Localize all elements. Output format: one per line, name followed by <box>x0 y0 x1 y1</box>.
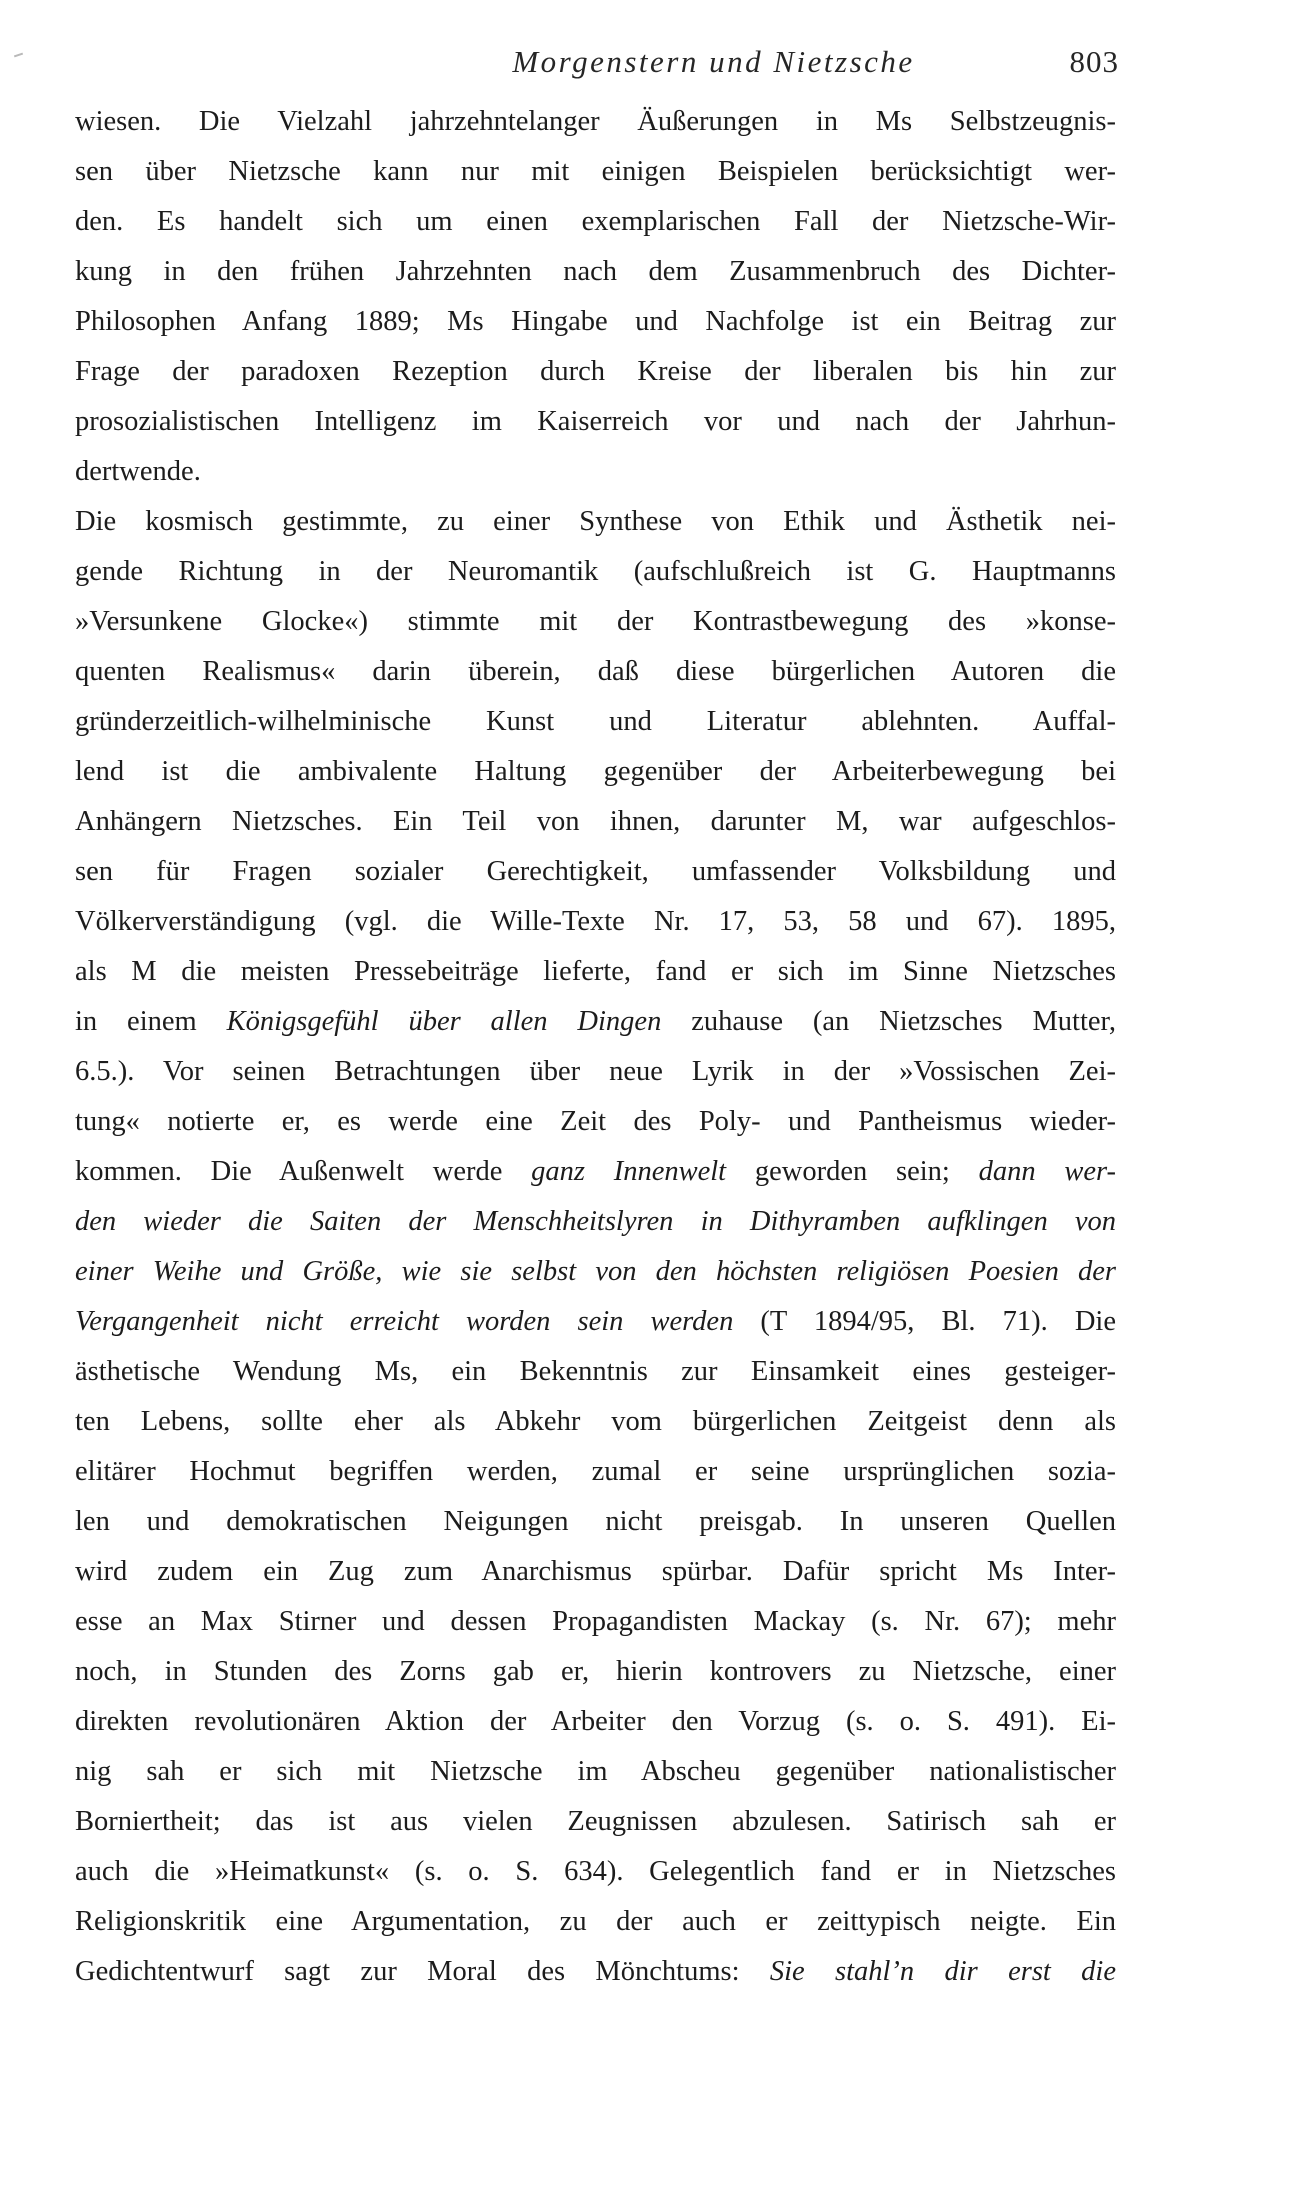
text-segment: Die kosmisch gestimmte, zu einer Synthese von Ethik und Ästhetik nei- <box>75 506 1116 537</box>
text-line <box>75 1197 1116 1247</box>
text-line <box>75 697 1116 747</box>
text-segment: prosozialistischen Intelligenz im Kaiserreich vor und nach der Jahrhun- <box>75 406 1116 437</box>
text-segment: 6.5.). Vor seinen Betrachtungen über neue Lyrik in der »Vossischen Zei- <box>75 1056 1116 1087</box>
text-line <box>75 847 1116 897</box>
text-line <box>75 1947 1116 1997</box>
text-line <box>75 1347 1116 1397</box>
italic-text-segment: dann wer- <box>978 1156 1117 1187</box>
text-segment: gende Richtung in der Neuromantik (aufschlußreich ist G. Hauptmanns <box>75 556 1116 587</box>
text-segment: lend ist die ambivalente Haltung gegenüber der Arbeiterbewegung bei <box>75 756 1116 787</box>
text-segment: Borniertheit; das ist aus vielen Zeugnissen abzulesen. Satirisch sah er <box>75 1806 1116 1837</box>
italic-text-segment: Sie stahl’n dir erst die <box>769 1956 1116 1987</box>
text-line <box>75 347 1116 397</box>
text-line <box>75 1647 1116 1697</box>
page-number: 803 <box>1069 44 1119 79</box>
text-line <box>75 1497 1116 1547</box>
body-text <box>75 97 1116 1997</box>
text-line <box>75 1447 1116 1497</box>
text-segment: kommen. Die Außenwelt werde <box>75 1156 532 1187</box>
text-segment: in einem <box>75 1006 227 1037</box>
text-line <box>75 1897 1116 1947</box>
text-segment: tung« notierte er, es werde eine Zeit des Poly- und Pantheismus wieder- <box>75 1106 1116 1137</box>
text-line <box>75 647 1116 697</box>
text-line <box>75 1097 1116 1147</box>
text-line <box>75 397 1116 447</box>
text-segment: noch, in Stunden des Zorns gab er, hierin kontrovers zu Nietzsche, einer <box>75 1656 1116 1687</box>
text-segment: Gedichtentwurf sagt zur Moral des Mönchtums: <box>75 1956 770 1987</box>
text-line <box>75 1047 1116 1097</box>
text-segment: (T 1894/95, Bl. 71). Die <box>733 1306 1116 1337</box>
text-segment: als M die meisten Pressebeiträge lieferte, fand er sich im Sinne Nietzsches <box>75 956 1116 987</box>
text-line <box>75 797 1116 847</box>
text-line <box>75 997 1116 1047</box>
text-segment: zuhause (an Nietzsches Mutter, <box>661 1006 1117 1037</box>
text-line <box>75 1547 1116 1597</box>
text-line <box>75 147 1116 197</box>
text-line <box>75 1147 1116 1197</box>
text-segment: elitärer Hochmut begriffen werden, zumal er seine ursprünglichen sozia- <box>75 1456 1116 1487</box>
text-line <box>75 747 1116 797</box>
text-segment: kung in den frühen Jahrzehnten nach dem Zusammenbruch des Dichter- <box>75 256 1116 287</box>
text-line <box>75 97 1116 147</box>
paragraph <box>75 97 1116 497</box>
text-segment: ästhetische Wendung Ms, ein Bekenntnis zur Einsamkeit eines gesteiger- <box>75 1356 1116 1387</box>
text-line <box>75 297 1116 347</box>
text-segment: nig sah er sich mit Nietzsche im Abscheu gegenüber nationalistischer <box>75 1756 1116 1787</box>
italic-text-segment: Vergangenheit nicht erreicht worden sein werden <box>75 1306 734 1337</box>
text-line <box>75 1297 1116 1347</box>
paragraph <box>75 497 1116 1997</box>
text-line <box>75 247 1116 297</box>
text-segment: quenten Realismus« darin überein, daß diese bürgerlichen Autoren die <box>75 656 1116 687</box>
text-segment: gründerzeitlich-wilhelminische Kunst und Literatur ablehnten. Auffal- <box>75 706 1116 737</box>
text-segment: Frage der paradoxen Rezeption durch Kreise der liberalen bis hin zur <box>75 356 1116 387</box>
text-line <box>75 1797 1116 1847</box>
text-line <box>75 1597 1116 1647</box>
page-header <box>0 44 1309 88</box>
text-segment: esse an Max Stirner und dessen Propagandisten Mackay (s. Nr. 67); mehr <box>75 1606 1116 1637</box>
text-segment: sen über Nietzsche kann nur mit einigen Beispielen berücksichtigt wer- <box>75 156 1116 187</box>
text-line <box>75 497 1116 547</box>
text-line <box>75 547 1116 597</box>
running-head: Morgenstern und Nietzsche <box>512 44 915 79</box>
italic-text-segment: ganz Innenwelt <box>531 1156 727 1187</box>
text-line <box>75 197 1116 247</box>
text-line <box>75 447 1116 497</box>
text-segment: len und demokratischen Neigungen nicht preisgab. In unseren Quellen <box>75 1506 1116 1537</box>
text-line <box>75 1397 1116 1447</box>
text-line <box>75 1847 1116 1897</box>
text-line <box>75 1747 1116 1797</box>
text-segment: dertwende. <box>75 456 201 487</box>
italic-text-segment: einer Weihe und Größe, wie sie selbst von den höchsten religiösen Poesien der <box>75 1256 1116 1287</box>
text-segment: Anhängern Nietzsches. Ein Teil von ihnen, darunter M, war aufgeschlos- <box>75 806 1116 837</box>
text-line <box>75 897 1116 947</box>
text-segment: den. Es handelt sich um einen exemplarischen Fall der Nietzsche-Wir- <box>75 206 1116 237</box>
text-segment: wird zudem ein Zug zum Anarchismus spürbar. Dafür spricht Ms Inter- <box>75 1556 1116 1587</box>
text-segment: auch die »Heimatkunst« (s. o. S. 634). Gelegentlich fand er in Nietzsches <box>75 1856 1116 1887</box>
text-segment: geworden sein; <box>726 1156 979 1187</box>
text-segment: Religionskritik eine Argumentation, zu der auch er zeittypisch neigte. Ein <box>75 1906 1116 1937</box>
italic-text-segment: Königsgefühl über allen Dingen <box>226 1006 662 1037</box>
text-segment: wiesen. Die Vielzahl jahrzehntelanger Äußerungen in Ms Selbstzeugnis- <box>75 106 1116 137</box>
text-segment: »Versunkene Glocke«) stimmte mit der Kontrastbewegung des »konse- <box>75 606 1116 637</box>
text-line <box>75 1697 1116 1747</box>
text-segment: direkten revolutionären Aktion der Arbeiter den Vorzug (s. o. S. 491). Ei- <box>75 1706 1116 1737</box>
text-segment: sen für Fragen sozialer Gerechtigkeit, umfassender Volksbildung und <box>75 856 1116 887</box>
text-segment: Philosophen Anfang 1889; Ms Hingabe und Nachfolge ist ein Beitrag zur <box>75 306 1116 337</box>
text-line <box>75 1247 1116 1297</box>
text-segment: Völkerverständigung (vgl. die Wille-Texte Nr. 17, 53, 58 und 67). 1895, <box>75 906 1116 937</box>
text-line <box>75 947 1116 997</box>
text-segment: ten Lebens, sollte eher als Abkehr vom bürgerlichen Zeitgeist denn als <box>75 1406 1116 1437</box>
italic-text-segment: den wieder die Saiten der Menschheitslyren in Dithyramben aufklingen von <box>75 1206 1116 1237</box>
text-line <box>75 597 1116 647</box>
